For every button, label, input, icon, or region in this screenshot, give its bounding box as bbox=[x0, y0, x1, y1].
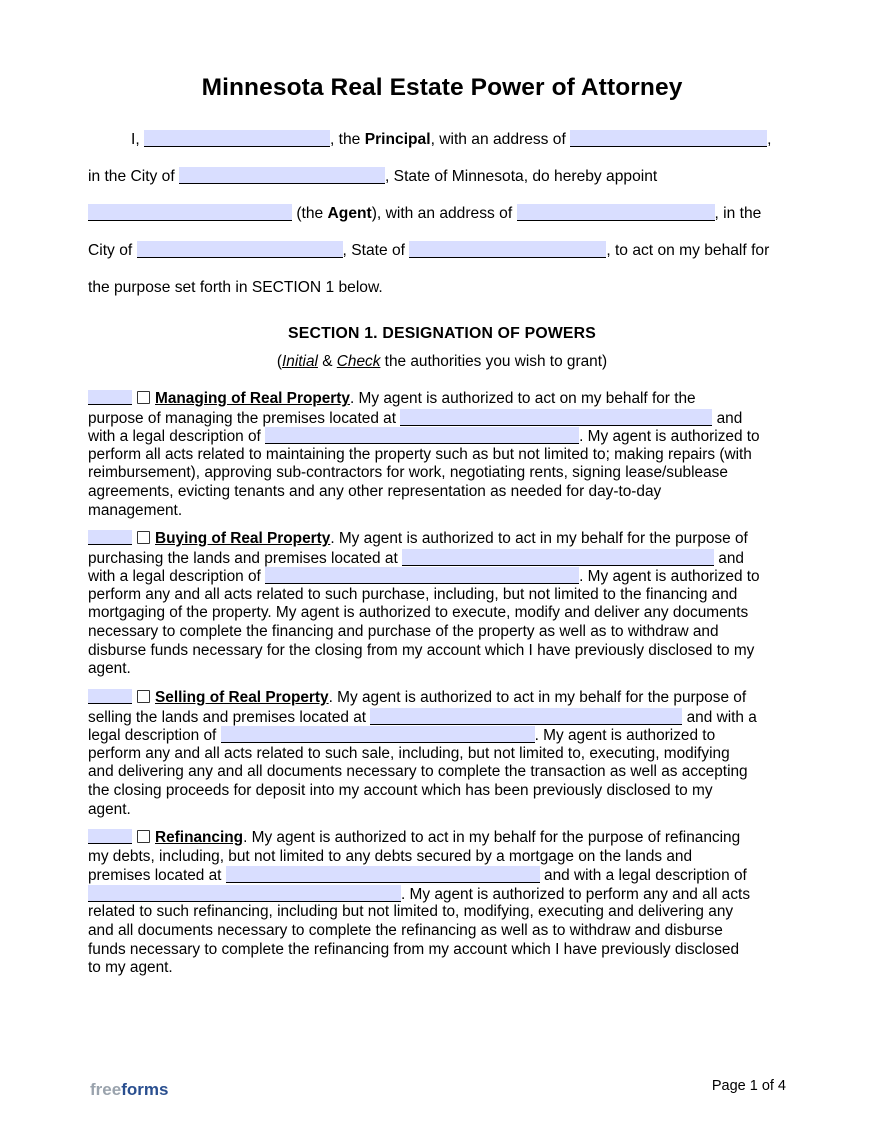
power-selling bbox=[88, 689, 788, 819]
power-text: necessary to complete the financing and purchase of the property as well as to withdraw and bbox=[88, 622, 719, 640]
power-text: with a legal description of bbox=[88, 428, 261, 446]
agent-address-field[interactable] bbox=[517, 204, 715, 221]
freeforms-logo bbox=[90, 1080, 168, 1100]
power-text: funds necessary to complete the refinancing from my account which I have previously disclosed bbox=[88, 940, 740, 958]
power-text: purchasing the lands and premises located at bbox=[88, 549, 398, 567]
power-text: selling the lands and premises located at bbox=[88, 708, 367, 726]
intro-text: ), with an address of bbox=[371, 205, 513, 222]
power-text: mortgaging of the property. My agent is authorized to execute, modify and deliver any documents bbox=[88, 604, 749, 622]
principal-label: Principal bbox=[364, 131, 431, 148]
property-address-field[interactable] bbox=[370, 708, 682, 725]
checkbox[interactable] bbox=[137, 531, 150, 544]
intro-line-4 bbox=[88, 241, 769, 261]
power-title: Buying of Real Property bbox=[155, 530, 331, 547]
power-text: perform any and all acts related to such sale, including, but not limited to, executing, modifying bbox=[88, 744, 730, 762]
agent-label: Agent bbox=[327, 205, 372, 222]
property-address-field[interactable] bbox=[400, 409, 712, 426]
initial-field[interactable] bbox=[88, 689, 132, 704]
power-text: with a legal description of bbox=[88, 568, 261, 586]
agent-state-field[interactable] bbox=[409, 241, 606, 258]
power-buying bbox=[88, 530, 788, 679]
power-text: to my agent. bbox=[88, 959, 173, 977]
legal-description-field[interactable] bbox=[265, 427, 579, 444]
initial-field[interactable] bbox=[88, 829, 132, 844]
power-text: agent. bbox=[88, 660, 131, 678]
intro-text: , to act on my behalf for bbox=[606, 242, 770, 259]
checkbox[interactable] bbox=[137, 391, 150, 404]
power-title: Refinancing bbox=[155, 829, 244, 846]
checkbox[interactable] bbox=[137, 830, 150, 843]
power-text: . My agent is authorized to act in my behalf for the purpose of refinancing bbox=[243, 829, 741, 846]
power-text: perform any and all acts related to such purchase, including, but not limited to the financing and bbox=[88, 585, 738, 603]
power-text: and delivering any and all documents necessary to complete the transaction as well as accepting bbox=[88, 763, 748, 781]
logo-part: free bbox=[90, 1080, 122, 1099]
intro-text: , with an address of bbox=[430, 131, 566, 148]
intro-text: , State of bbox=[342, 242, 405, 259]
power-text: purpose of managing the premises located at bbox=[88, 409, 397, 427]
principal-name-field[interactable] bbox=[144, 130, 330, 147]
intro-text: I, bbox=[131, 131, 140, 148]
power-text: and bbox=[718, 549, 744, 567]
intro-line-5: the purpose set forth in SECTION 1 below. bbox=[88, 279, 383, 296]
section-subheading bbox=[0, 352, 884, 372]
sub-check: Check bbox=[336, 353, 381, 370]
power-text: . My agent is authorized to bbox=[534, 727, 716, 745]
power-title: Selling of Real Property bbox=[155, 689, 329, 706]
intro-text: City of bbox=[88, 242, 133, 259]
intro-text: (the bbox=[296, 205, 328, 222]
power-text: agreements, evicting tenants and any other representation as needed for day-to-day bbox=[88, 482, 662, 500]
document-title: Minnesota Real Estate Power of Attorney bbox=[201, 74, 683, 101]
legal-description-field[interactable] bbox=[265, 567, 579, 584]
power-text: legal description of bbox=[88, 727, 217, 745]
intro-line-1 bbox=[131, 130, 772, 150]
intro-text: in the City of bbox=[88, 168, 175, 185]
power-text: the closing proceeds for deposit into my account which has been previously disclosed to my bbox=[88, 781, 713, 799]
power-text: . My agent is authorized to act on my behalf for the bbox=[349, 390, 696, 407]
power-text: perform all acts related to maintaining the property such as but not limited to; making repairs (with bbox=[88, 445, 752, 463]
power-text: reimbursement), approving sub-contractors for work, negotiating rents, signing lease/sublease bbox=[88, 464, 728, 482]
power-text: my debts, including, but not limited to any debts secured by a mortgage on the lands and bbox=[88, 847, 693, 865]
intro-text: , the bbox=[330, 131, 365, 148]
intro-line-3 bbox=[88, 204, 761, 224]
sub-text: ( bbox=[276, 353, 283, 370]
power-text: premises located at bbox=[88, 867, 222, 885]
page-number: Page 1 of 4 bbox=[711, 1078, 786, 1094]
logo-part: forms bbox=[121, 1080, 169, 1099]
intro-line-2 bbox=[88, 167, 657, 187]
sub-text: & bbox=[317, 353, 337, 370]
power-text: and all documents necessary to complete the refinancing as well as to withdraw and disburse bbox=[88, 921, 723, 939]
power-text: . My agent is authorized to perform any and all acts bbox=[401, 885, 751, 903]
power-text: . My agent is authorized to bbox=[579, 568, 760, 586]
legal-description-field[interactable] bbox=[88, 885, 401, 902]
power-text: and with a legal description of bbox=[544, 867, 747, 885]
power-managing bbox=[88, 390, 788, 520]
property-address-field[interactable] bbox=[402, 549, 714, 566]
section-heading: SECTION 1. DESIGNATION OF POWERS bbox=[287, 325, 597, 342]
power-text: and with a bbox=[686, 708, 757, 726]
power-refinancing bbox=[88, 829, 788, 978]
intro-text: , in the bbox=[714, 205, 762, 222]
power-text: related to such refinancing, including but not limited to, modifying, executing and delivering any bbox=[88, 903, 734, 921]
power-text: . My agent is authorized to act in my behalf for the purpose of bbox=[330, 530, 748, 547]
sub-text: the authorities you wish to grant) bbox=[380, 353, 608, 370]
agent-name-field[interactable] bbox=[88, 204, 292, 221]
initial-field[interactable] bbox=[88, 530, 132, 545]
principal-address-field[interactable] bbox=[570, 130, 767, 147]
power-text: and bbox=[716, 409, 743, 427]
intro-text: , State of Minnesota, do hereby appoint bbox=[385, 168, 658, 185]
power-title: Managing of Real Property bbox=[155, 390, 350, 407]
initial-field[interactable] bbox=[88, 390, 132, 405]
power-text: management. bbox=[88, 501, 183, 519]
checkbox[interactable] bbox=[137, 690, 150, 703]
power-text: . My agent is authorized to act in my behalf for the purpose of bbox=[328, 689, 747, 706]
agent-city-field[interactable] bbox=[137, 241, 343, 258]
sub-initial: Initial bbox=[282, 353, 318, 370]
property-address-field[interactable] bbox=[226, 866, 540, 883]
legal-description-field[interactable] bbox=[221, 726, 535, 743]
power-text: agent. bbox=[88, 800, 131, 818]
intro-text: , bbox=[767, 131, 772, 148]
power-text: . My agent is authorized to bbox=[579, 428, 760, 446]
principal-city-field[interactable] bbox=[179, 167, 385, 184]
power-text: disburse funds necessary for the closing from my account which I have previously disclosed to my bbox=[88, 641, 755, 659]
